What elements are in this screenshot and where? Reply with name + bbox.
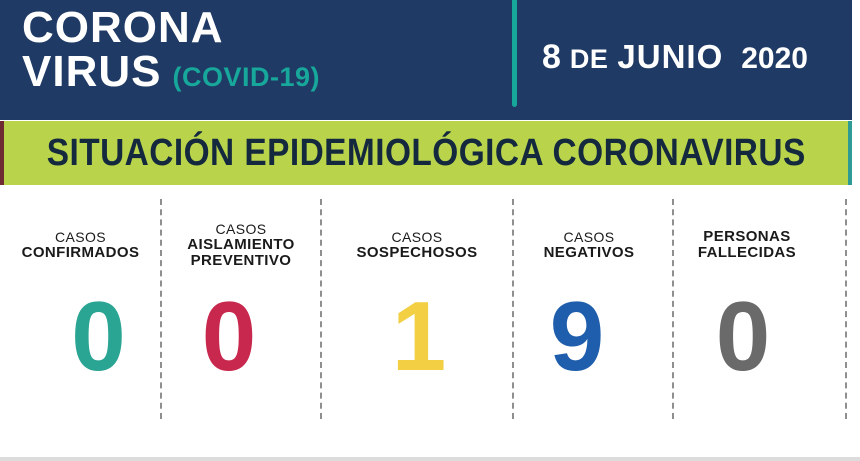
date-day: 8 xyxy=(541,38,561,76)
stat-casos-confirmados xyxy=(0,185,161,457)
stat-label xyxy=(544,213,635,277)
stat-label-line: CONFIRMADOS xyxy=(21,244,140,261)
stat-value: 9 xyxy=(549,281,605,391)
stat-value: 1 xyxy=(391,281,447,391)
stat-label-line: CASOS xyxy=(215,221,267,237)
column-divider xyxy=(845,199,847,419)
column-divider xyxy=(160,199,162,419)
stats-section xyxy=(0,185,860,457)
brand-virus-text: VIRUS xyxy=(22,46,162,96)
stat-label-line: FALLECIDAS xyxy=(697,244,797,261)
date-month: JUNIO xyxy=(617,38,724,75)
brand-line1: CORONA xyxy=(22,3,224,52)
header-vertical-divider xyxy=(512,0,517,107)
stat-label xyxy=(22,213,140,277)
date-year: 2020 xyxy=(741,42,808,75)
stat-casos-aislamiento-preventivo xyxy=(161,185,321,457)
column-divider xyxy=(672,199,674,419)
stat-value: 0 xyxy=(715,281,771,391)
header-bar xyxy=(0,0,852,120)
stat-label xyxy=(698,213,796,277)
section-banner-row xyxy=(0,121,860,185)
date-de: DE xyxy=(569,44,609,74)
right-edge-strip xyxy=(848,121,852,185)
covid19-label: (COVID-19) xyxy=(172,61,320,92)
bottom-edge-strip xyxy=(0,457,860,461)
stat-label-line: PERSONAS xyxy=(703,228,791,245)
column-divider xyxy=(320,199,322,419)
stat-value: 0 xyxy=(71,281,126,391)
stat-label-line: PREVENTIVO xyxy=(190,252,292,269)
stat-label xyxy=(356,213,477,277)
stat-label xyxy=(187,213,294,277)
header-date xyxy=(542,38,808,77)
column-divider xyxy=(512,199,514,419)
stat-label-line: CASOS xyxy=(391,229,443,245)
stat-label-line: SOSPECHOSOS xyxy=(356,244,478,261)
stat-label-line: NEGATIVOS xyxy=(543,244,635,261)
stat-personas-fallecidas xyxy=(673,185,847,457)
stat-label-line: AISLAMIENTO xyxy=(187,236,295,253)
stat-casos-sospechosos xyxy=(321,185,513,457)
section-title-banner xyxy=(4,121,848,185)
brand-line2 xyxy=(22,46,320,96)
brand-title xyxy=(22,3,320,96)
stat-value: 0 xyxy=(201,281,257,391)
stat-label-line: CASOS xyxy=(54,229,106,245)
section-title: SITUACIÓN EPIDEMIOLÓGICA CORONAVIRUS xyxy=(46,131,806,174)
stat-casos-negativos xyxy=(513,185,673,457)
stat-label-line: CASOS xyxy=(563,229,615,245)
